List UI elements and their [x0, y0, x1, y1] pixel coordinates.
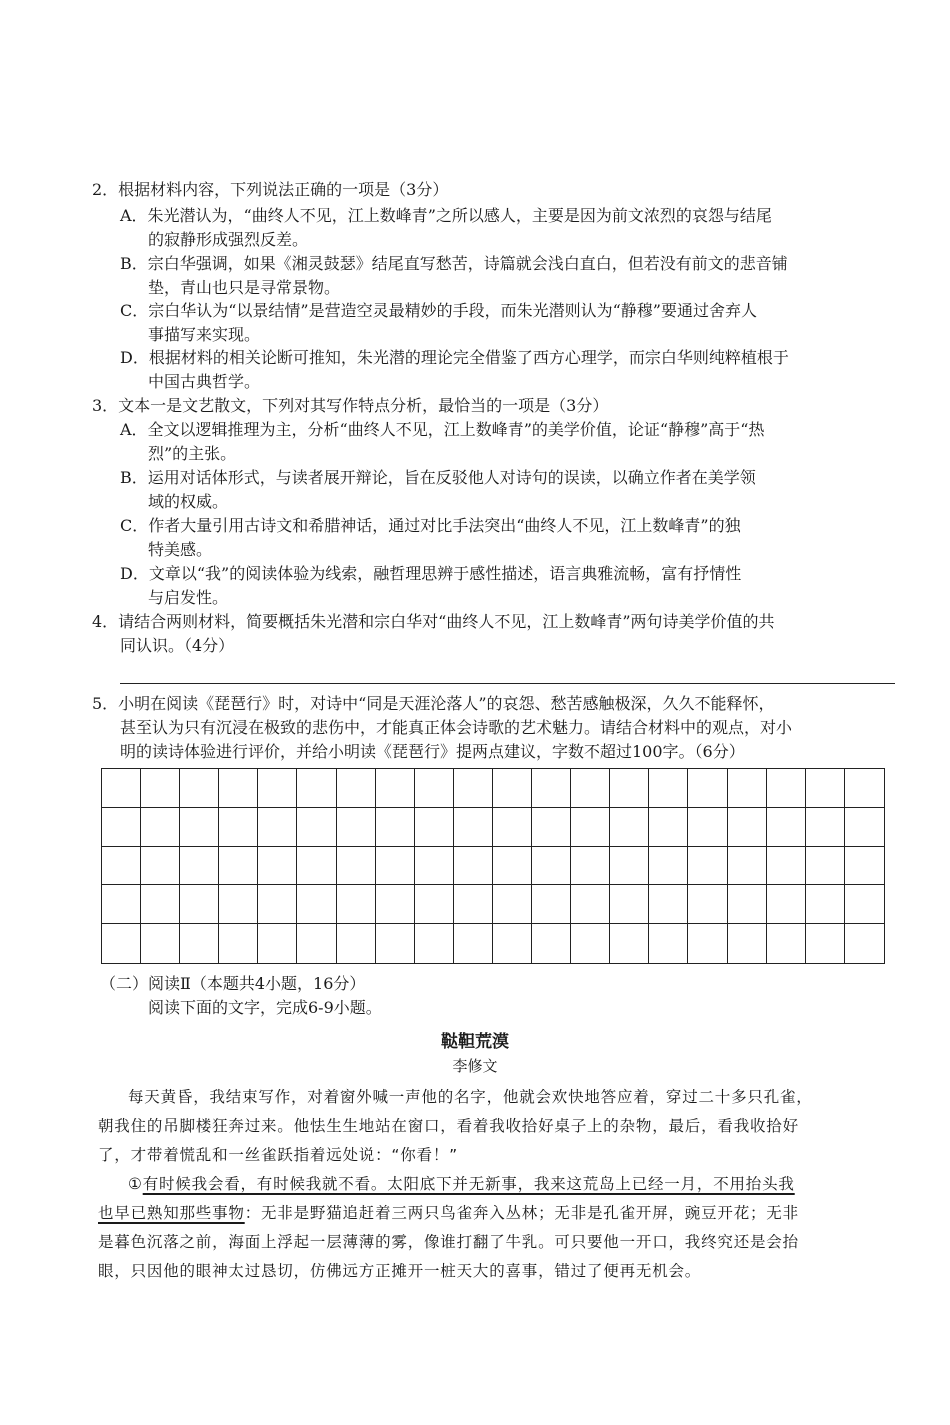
question-4-answer-line[interactable] [120, 683, 895, 684]
grid-cell[interactable] [180, 808, 219, 847]
question-2-option-a: A．朱光潜认为，“曲终人不见，江上数峰青”之所以感人，主要是因为前文浓烈的哀怨与结尾 [120, 206, 772, 225]
underlined-text: 有时候我会看，有时候我就不看。太阳底下并无新事，我来这荒岛上已经一月，不用抬头我 [142, 1175, 795, 1193]
grid-cell[interactable] [806, 885, 845, 924]
question-4-line-1: 4．请结合两则材料，简要概括朱光潜和宗白华对“曲终人不见，江上数峰青”两句诗美学价值的共 [92, 612, 775, 631]
grid-cell[interactable] [297, 924, 336, 963]
grid-cell[interactable] [297, 808, 336, 847]
grid-cell[interactable] [141, 769, 180, 808]
grid-cell[interactable] [845, 769, 884, 808]
grid-cell[interactable] [845, 885, 884, 924]
grid-cell[interactable] [415, 847, 454, 886]
grid-cell[interactable] [649, 924, 688, 963]
grid-cell[interactable] [767, 769, 806, 808]
grid-cell[interactable] [376, 924, 415, 963]
grid-cell[interactable] [571, 924, 610, 963]
paragraph-text: ：无非是野猫追赶着三两只鸟雀奔入丛林；无非是孔雀开屏，豌豆开花；无非 [244, 1204, 799, 1222]
grid-cell[interactable] [610, 847, 649, 886]
question-3-stem: 3．文本一是文艺散文，下列对其写作特点分析，最恰当的一项是（3分） [92, 396, 609, 415]
grid-cell[interactable] [493, 769, 532, 808]
grid-cell[interactable] [337, 769, 376, 808]
grid-cell[interactable] [610, 924, 649, 963]
question-5-line-3: 明的读诗体验进行评价，并给小明读《琵琶行》提两点建议，字数不超过100字。（6分） [120, 742, 745, 761]
question-2-option-a-cont: 的寂静形成强烈反差。 [148, 230, 309, 249]
grid-cell[interactable] [454, 924, 493, 963]
question-2-stem: 2．根据材料内容，下列说法正确的一项是（3分） [92, 180, 449, 199]
grid-cell[interactable] [337, 924, 376, 963]
grid-cell[interactable] [728, 924, 767, 963]
grid-cell[interactable] [180, 885, 219, 924]
question-2-option-b: B．宗白华强调，如果《湘灵鼓瑟》结尾直写愁苦，诗篇就会浅白直白，但若没有前文的悲音铺 [120, 254, 788, 273]
grid-cell[interactable] [688, 808, 727, 847]
grid-cell[interactable] [219, 769, 258, 808]
grid-cell[interactable] [219, 808, 258, 847]
grid-cell[interactable] [102, 808, 141, 847]
grid-cell[interactable] [845, 924, 884, 963]
grid-cell[interactable] [728, 808, 767, 847]
grid-cell[interactable] [649, 808, 688, 847]
grid-cell[interactable] [532, 847, 571, 886]
grid-cell[interactable] [415, 769, 454, 808]
grid-cell[interactable] [376, 885, 415, 924]
question-5-line-2: 甚至认为只有沉浸在极致的悲伤中，才能真正体会诗歌的艺术魅力。请结合材料中的观点，对小 [120, 718, 793, 737]
grid-cell[interactable] [767, 808, 806, 847]
paragraph-2-line-4: 眼，只因他的眼神太过恳切，仿佛远方正摊开一桩天大的喜事，错过了便再无机会。 [98, 1262, 702, 1280]
grid-cell[interactable] [258, 808, 297, 847]
grid-cell[interactable] [141, 847, 180, 886]
grid-cell[interactable] [102, 924, 141, 963]
grid-cell[interactable] [297, 885, 336, 924]
paragraph-2-line-1 [128, 1170, 928, 1198]
grid-cell[interactable] [571, 769, 610, 808]
grid-cell[interactable] [610, 808, 649, 847]
grid-cell[interactable] [806, 808, 845, 847]
question-3-option-d-cont: 与启发性。 [148, 588, 229, 607]
grid-cell[interactable] [493, 847, 532, 886]
grid-cell[interactable] [141, 924, 180, 963]
question-2-option-c-cont: 事描写来实现。 [148, 325, 261, 344]
paragraph-1-line-3: 了，才带着慌乱和一丝雀跃指着远处说：“你看！” [98, 1146, 458, 1164]
grid-cell[interactable] [688, 769, 727, 808]
grid-cell[interactable] [219, 885, 258, 924]
paragraph-marker: ① [128, 1175, 143, 1193]
grid-cell[interactable] [219, 924, 258, 963]
question-3-option-a: A．全文以逻辑推理为主，分析“曲终人不见，江上数峰青”的美学价值，论证“静穆”高于“热 [120, 420, 765, 439]
grid-cell[interactable] [649, 769, 688, 808]
underlined-text: 也早已熟知那些事物 [98, 1204, 245, 1222]
grid-cell[interactable] [688, 885, 727, 924]
grid-cell[interactable] [688, 847, 727, 886]
question-3-option-d: D．文章以“我”的阅读体验为线索，融哲理思辨于感性描述，语言典雅流畅，富有抒情性 [120, 564, 742, 583]
question-2-option-b-cont: 垫，青山也只是寻常景物。 [148, 278, 341, 297]
answer-grid[interactable] [101, 768, 885, 964]
grid-cell[interactable] [376, 808, 415, 847]
question-2-option-c: C．宗白华认为“以景结情”是营造空灵最精妙的手段，而朱光潜则认为“静穆”要通过舍弃人 [120, 301, 757, 320]
grid-cell[interactable] [767, 885, 806, 924]
grid-cell[interactable] [728, 847, 767, 886]
grid-cell[interactable] [845, 847, 884, 886]
grid-cell[interactable] [493, 885, 532, 924]
grid-cell[interactable] [297, 847, 336, 886]
section-heading: （二）阅读Ⅱ（本题共4小题，16分） [100, 974, 366, 993]
grid-cell[interactable] [649, 885, 688, 924]
grid-cell[interactable] [180, 769, 219, 808]
paragraph-2-line-2 [98, 1199, 898, 1227]
grid-cell[interactable] [415, 808, 454, 847]
grid-cell[interactable] [532, 769, 571, 808]
grid-cell[interactable] [258, 924, 297, 963]
paragraph-1-line-2: 朝我住的吊脚楼狂奔过来。他怯生生地站在窗口，看着我收拾好桌子上的杂物，最后，看我收拾好 [98, 1117, 799, 1135]
grid-cell[interactable] [102, 885, 141, 924]
grid-cell[interactable] [297, 769, 336, 808]
grid-cell[interactable] [806, 847, 845, 886]
question-2-option-d-cont: 中国古典哲学。 [148, 372, 261, 391]
question-3-option-c: C．作者大量引用古诗文和希腊神话，通过对比手法突出“曲终人不见，江上数峰青”的独 [120, 516, 741, 535]
grid-cell[interactable] [180, 847, 219, 886]
grid-cell[interactable] [571, 847, 610, 886]
grid-cell[interactable] [102, 847, 141, 886]
section-instruction: 阅读下面的文字，完成6-9小题。 [148, 998, 382, 1017]
grid-cell[interactable] [688, 924, 727, 963]
grid-cell[interactable] [258, 847, 297, 886]
paragraph-1-line-1: 每天黄昏，我结束写作，对着窗外喊一声他的名字，他就会欢快地答应着，穿过二十多只孔雀， [128, 1088, 813, 1106]
grid-cell[interactable] [219, 847, 258, 886]
article-title: 鞑靼荒漠 [441, 1032, 509, 1052]
grid-cell[interactable] [493, 924, 532, 963]
grid-cell[interactable] [532, 924, 571, 963]
grid-cell[interactable] [571, 808, 610, 847]
grid-cell[interactable] [610, 885, 649, 924]
grid-cell[interactable] [806, 924, 845, 963]
grid-cell[interactable] [258, 769, 297, 808]
grid-cell[interactable] [102, 769, 141, 808]
grid-cell[interactable] [376, 847, 415, 886]
grid-cell[interactable] [376, 769, 415, 808]
grid-cell[interactable] [337, 885, 376, 924]
grid-cell[interactable] [415, 885, 454, 924]
grid-cell[interactable] [728, 885, 767, 924]
grid-cell[interactable] [767, 924, 806, 963]
grid-cell[interactable] [845, 808, 884, 847]
question-2-option-d: D．根据材料的相关论断可推知，朱光潜的理论完全借鉴了西方心理学，而宗白华则纯粹植根于 [120, 348, 789, 367]
grid-cell[interactable] [571, 885, 610, 924]
question-5-line-1: 5．小明在阅读《琵琶行》时，对诗中“同是天涯沦落人”的哀怨、愁苦感触极深，久久不能释怀， [92, 694, 775, 713]
question-3-option-a-cont: 烈”的主张。 [148, 444, 237, 463]
question-3-option-c-cont: 特美感。 [148, 540, 213, 559]
grid-cell[interactable] [454, 847, 493, 886]
grid-cell[interactable] [493, 808, 532, 847]
grid-cell[interactable] [415, 924, 454, 963]
paragraph-2-line-3: 是暮色沉落之前，海面上浮起一层薄薄的雾，像谁打翻了牛乳。可只要他一开口，我终究还是会抬 [98, 1233, 799, 1251]
grid-cell[interactable] [337, 808, 376, 847]
grid-cell[interactable] [610, 769, 649, 808]
grid-cell[interactable] [337, 847, 376, 886]
question-3-option-b: B．运用对话体形式，与读者展开辩论，旨在反驳他人对诗句的误读，以确立作者在美学领 [120, 468, 756, 487]
question-4-line-2: 同认识。（4分） [120, 636, 235, 655]
grid-cell[interactable] [806, 769, 845, 808]
grid-cell[interactable] [728, 769, 767, 808]
grid-cell[interactable] [767, 847, 806, 886]
grid-cell[interactable] [532, 808, 571, 847]
grid-cell[interactable] [180, 924, 219, 963]
grid-cell[interactable] [454, 808, 493, 847]
grid-cell[interactable] [454, 885, 493, 924]
question-3-option-b-cont: 域的权威。 [148, 492, 229, 511]
grid-cell[interactable] [454, 769, 493, 808]
grid-cell[interactable] [141, 885, 180, 924]
grid-cell[interactable] [532, 885, 571, 924]
grid-cell[interactable] [141, 808, 180, 847]
grid-cell[interactable] [649, 847, 688, 886]
grid-cell[interactable] [258, 885, 297, 924]
article-author: 李修文 [452, 1057, 498, 1075]
